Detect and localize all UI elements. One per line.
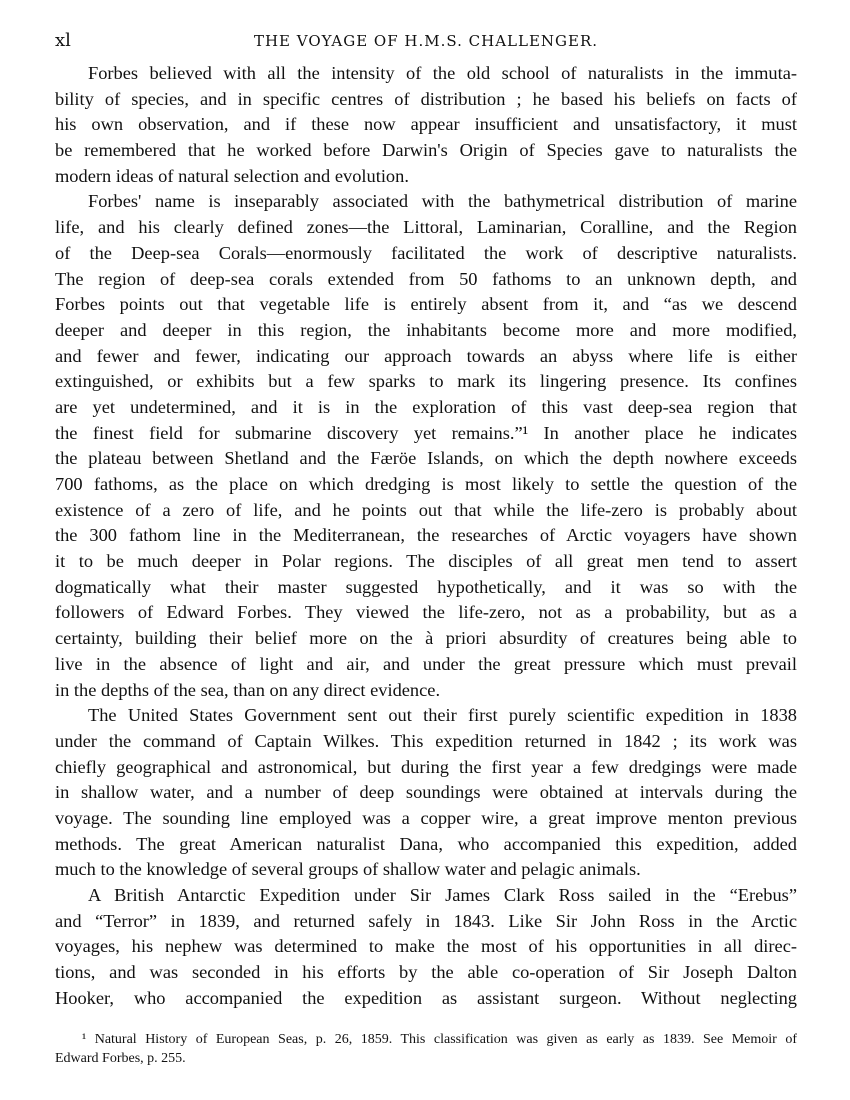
text-line: under the command of Captain Wilkes. This expedition returned in 1842 ; its work was <box>55 730 797 751</box>
text-line: life, and his clearly defined zones—the Littoral, Laminarian, Coralline, and the Region <box>55 217 797 238</box>
text-line: existence of a zero of life, and he points out that while the life-zero is probably about <box>55 499 797 520</box>
text-line: in shallow water, and a number of deep soundings were obtained at intervals during the <box>55 782 797 803</box>
paragraph <box>55 703 797 883</box>
paragraph <box>55 189 797 703</box>
text-line: be remembered that he worked before Darwin's Origin of Species gave to naturalists the <box>55 140 797 161</box>
text-line: the plateau between Shetland and the Færöe Islands, on which the depth nowhere exceeds <box>55 448 797 469</box>
text-line: The region of deep-sea corals extended from 50 fathoms to an unknown depth, and <box>55 268 797 289</box>
text-line: in the depths of the sea, than on any direct evidence. <box>55 679 441 700</box>
footnote-line: ¹ Natural History of European Seas, p. 26, 1859. This classification was given as early as 1839. See Memoir of <box>82 1032 797 1047</box>
body-text <box>55 61 797 1011</box>
footnote <box>55 1030 797 1068</box>
text-line: certainty, building their belief more on the à priori absurdity of creatures being able to <box>55 628 797 649</box>
text-line: of the Deep-sea Corals—enormously facilitated the work of descriptive naturalists. <box>55 242 797 263</box>
text-line: bility of species, and in specific centres of distribution ; he based his beliefs on facts of <box>55 88 797 109</box>
text-line: Forbes points out that vegetable life is entirely absent from it, and “as we descend <box>55 294 797 315</box>
text-line: The United States Government sent out their first purely scientific expedition in 1838 <box>88 705 797 726</box>
text-line: voyages, his nephew was determined to make the most of his opportunities in all direc- <box>55 936 797 957</box>
page-header <box>55 30 797 54</box>
text-line: 700 fathoms, as the place on which dredging is most likely to settle the question of the <box>55 474 797 494</box>
text-line: his own observation, and if these now appear insufficient and unsatisfactory, it must <box>55 114 797 135</box>
text-line: the 300 fathom line in the Mediterranean, the researches of Arctic voyagers have shown <box>55 525 797 546</box>
text-line: methods. The great American naturalist Dana, who accompanied this expedition, added <box>55 833 797 854</box>
text-line: modern ideas of natural selection and evolution. <box>55 165 409 186</box>
text-line: and “Terror” in 1839, and returned safely in 1843. Like Sir John Ross in the Arctic <box>55 910 797 931</box>
text-line: extinguished, or exhibits but a few sparks to mark its lingering presence. Its confines <box>55 371 797 392</box>
text-line: tions, and was seconded in his efforts by the able co-operation of Sir Joseph Dalton <box>55 962 797 983</box>
text-line: Hooker, who accompanied the expedition as assistant surgeon. Without neglecting <box>55 987 797 1008</box>
text-line: Forbes believed with all the intensity of the old school of naturalists in the immuta- <box>88 63 797 83</box>
text-line: it to be much deeper in Polar regions. The disciples of all great men tend to assert <box>55 551 797 572</box>
text-line: A British Antarctic Expedition under Sir James Clark Ross sailed in the “Erebus” <box>88 885 797 905</box>
text-line: dogmatically what their master suggested hypothetically, and it was so with the <box>55 576 797 597</box>
text-line: Forbes' name is inseparably associated with the bathymetrical distribution of marine <box>88 191 797 212</box>
text-line: chiefly geographical and astronomical, but during the first year a few dredgings were made <box>55 756 797 777</box>
text-line: live in the absence of light and air, and under the great pressure which must prevail <box>55 653 797 674</box>
page-number: xl <box>55 30 71 51</box>
running-title: THE VOYAGE OF H.M.S. CHALLENGER. <box>253 32 599 50</box>
text-line: much to the knowledge of several groups of shallow water and pelagic animals. <box>55 859 641 880</box>
text-line: and fewer and fewer, indicating our approach towards an abyss where life is either <box>55 345 797 366</box>
text-line: followers of Edward Forbes. They viewed the life-zero, not as a probability, but as a <box>55 602 797 623</box>
paragraph <box>55 61 797 189</box>
text-line: are yet undetermined, and it is in the exploration of this vast deep-sea region that <box>55 396 797 417</box>
text-line: voyage. The sounding line employed was a copper wire, a great improve menton previous <box>55 807 797 828</box>
text-line: deeper and deeper in this region, the inhabitants become more and more modified, <box>55 319 797 340</box>
footnote-line: Edward Forbes, p. 255. <box>55 1051 186 1066</box>
text-line: the finest field for submarine discovery yet remains.”¹ In another place he indicates <box>55 422 797 443</box>
paragraph <box>55 883 797 1011</box>
